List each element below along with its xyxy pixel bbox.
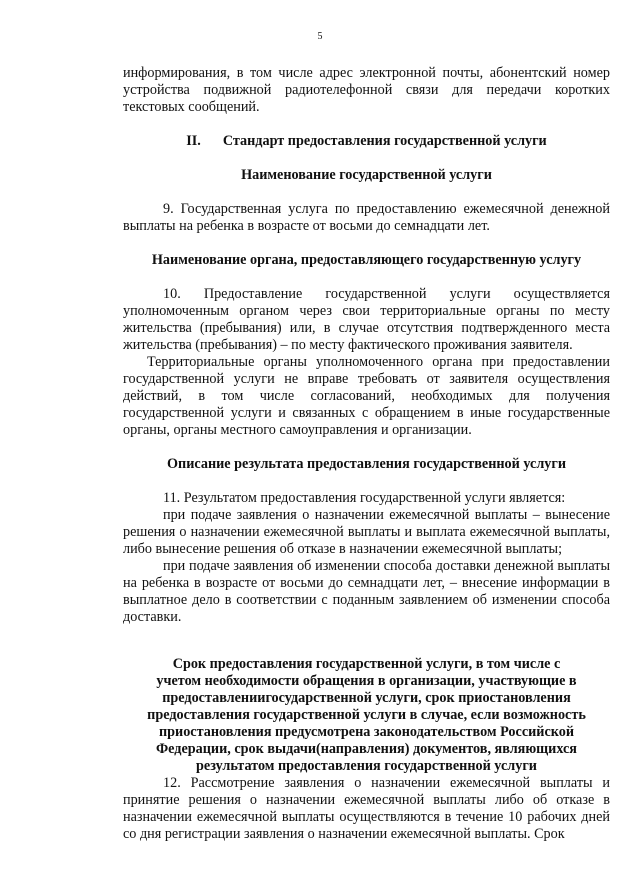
- paragraph-11: 11. Результатом предоставления государственной услуги является:: [163, 490, 566, 506]
- paragraph-11-item-b: при подаче заявления об изменении способа доставки денежной выплаты на ребенка в возрасте от восьми до семнадцати лет, – внесение информации в выплатное дело в соответствии с поданным заявлением об изменении способа доставки.: [123, 558, 610, 625]
- paragraph-9: 9. Государственная услуга по предоставлению ежемесячной денежной выплаты на ребенка в возрасте от восьми до семнадцати лет.: [123, 201, 610, 234]
- page-number: 5: [317, 31, 323, 42]
- section-title: Стандарт предоставления государственной услуги: [222, 133, 547, 149]
- paragraph-10-continued: Территориальные органы уполномоченного органа при предоставлении государственной услуги не вправе требовать от заявителя осуществления действий, в том числе согласований, необходимых для получения государственной услуги и связанных с обращением в иные государственные органы, органы местного самоуправления и организации.: [123, 354, 610, 438]
- heading-term-line: результатом предоставления государственной услуги: [196, 758, 537, 774]
- heading-term-line: учетом необходимости обращения в организации, участвующие в: [156, 673, 577, 689]
- section-heading: [123, 133, 610, 150]
- heading-term: [123, 656, 610, 775]
- paragraph-11-item-a: при подаче заявления о назначении ежемесячной выплаты – вынесение решения о назначении ежемесячной выплаты и выплата ежемесячной выплаты, либо вынесение решения об отказе в назначении ежемесячной выплаты;: [123, 507, 610, 557]
- heading-result: Описание результата предоставления государственной услуги: [167, 456, 566, 472]
- heading-organ-name: Наименование органа, предоставляющего государственную услугу: [151, 252, 582, 268]
- heading-term-line: приостановления предусмотрена законодательством Российской: [158, 724, 575, 740]
- document-body: [123, 65, 610, 843]
- heading-term-line: Срок предоставления государственной услуги, в том числе с: [172, 656, 561, 672]
- heading-term-line: предоставлениигосударственной услуги, срок приостановления: [162, 690, 571, 706]
- paragraph-12: 12. Рассмотрение заявления о назначении ежемесячной выплаты и принятие решения о назначении ежемесячной выплаты либо об отказе в назначении ежемесячной выплаты осуществляются в течение 10 рабочих дней со дня регистрации заявления о назначении ежемесячной выплаты. Срок: [123, 775, 610, 842]
- section-number: II.: [186, 133, 201, 149]
- heading-term-line: Федерации, срок выдачи(направления) документов, являющихся: [156, 741, 577, 757]
- heading-term-line: предоставления государственной услуги в случае, если возможность: [147, 707, 586, 723]
- intro-paragraph: информирования, в том числе адрес электронной почты, абонентский номер устройства подвижной радиотелефонной связи для передачи коротких текстовых сообщений.: [123, 65, 610, 115]
- paragraph-10: 10. Предоставление государственной услуги осуществляется уполномоченным органом через свои территориальные органы по месту жительства (пребывания) или, в случае отсутствия подтвержденного места жительства (пребывания) – по месту фактического проживания заявителя.: [123, 286, 610, 353]
- heading-service-name: Наименование государственной услуги: [241, 167, 492, 183]
